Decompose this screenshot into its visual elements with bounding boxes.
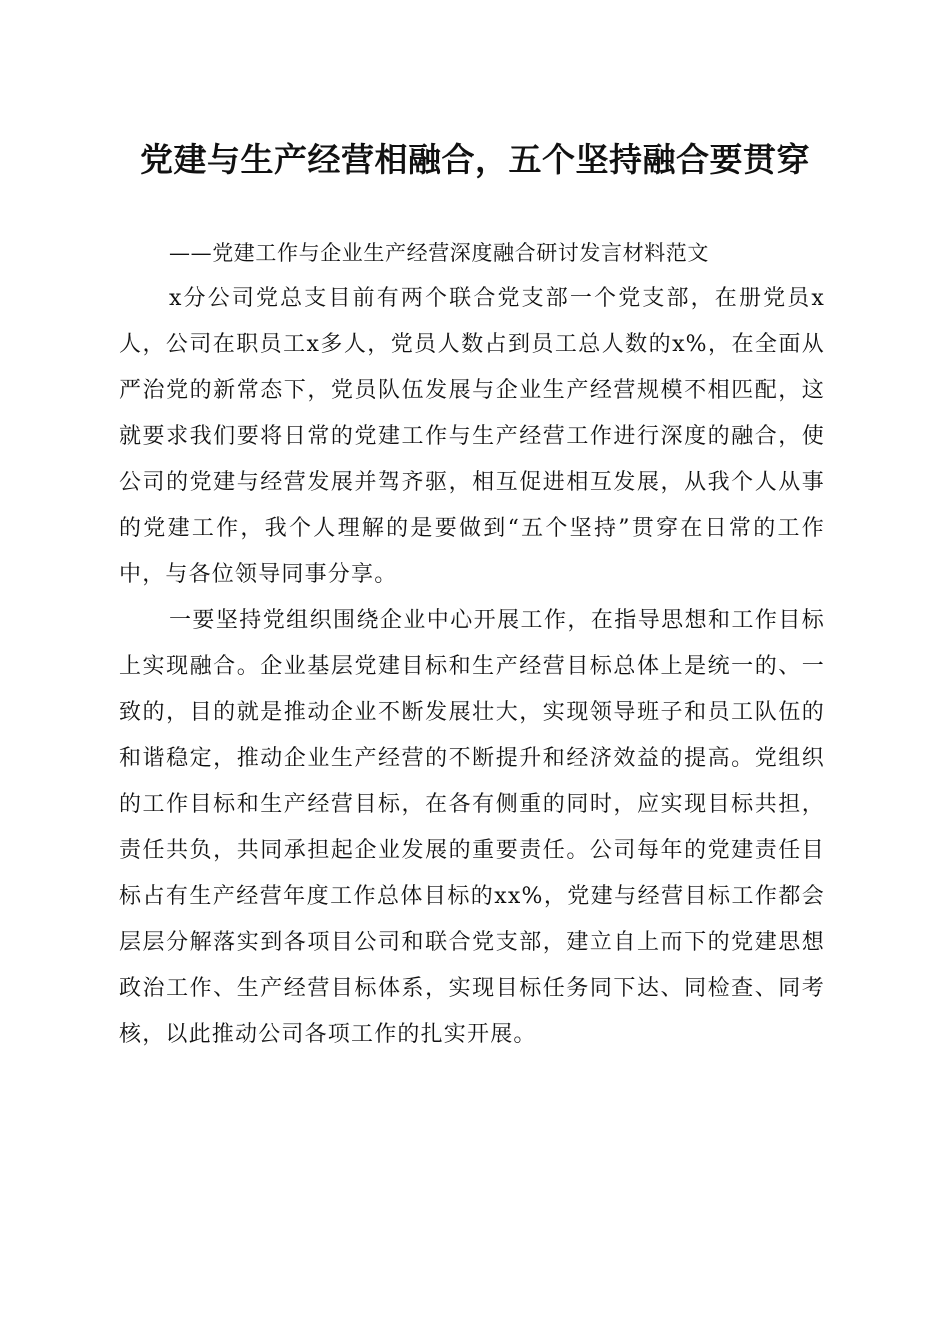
document-subtitle: ——党建工作与企业生产经营深度融合研讨发言材料范文: [169, 241, 709, 265]
document-body: [119, 230, 825, 1058]
paragraph-first-point: 一要坚持党组织围绕企业中心开展工作，在指导思想和工作目标上实现融合。企业基层党建目标和生产经营目标总体上是统一的、一致的，目的就是推动企业不断发展壮大，实现领导班子和员工队伍的和谐稳定，推动企业生产经营的不断提升和经济效益的提高。党组织的工作目标和生产经营目标，在各有侧重的同时，应实现目标共担，责任共负，共同承担起企业发展的重要责任。公司每年的党建责任目标占有生产经营年度工作总体目标的xx%，党建与经营目标工作都会层层分解落实到各项目公司和联合党支部，建立自上而下的党建思想政治工作、生产经营目标体系，实现目标任务同下达、同检查、同考核，以此推动公司各项工作的扎实开展。: [119, 608, 825, 1047]
paragraph-intro: x分公司党总支目前有两个联合党支部一个党支部，在册党员x人，公司在职员工x多人，党员人数占到员工总人数的x%，在全面从严治党的新常态下，党员队伍发展与企业生产经营规模不相匹配，这就要求我们要将日常的党建工作与生产经营工作进行深度的融合，使公司的党建与经营发展并驾齐驱，相互促进相互发展，从我个人从事的党建工作，我个人理解的是要做到“五个坚持”贯穿在日常的工作中，与各位领导同事分享。: [119, 286, 825, 587]
document-title: 党建与生产经营相融合，五个坚持融合要贯穿: [140, 140, 810, 179]
